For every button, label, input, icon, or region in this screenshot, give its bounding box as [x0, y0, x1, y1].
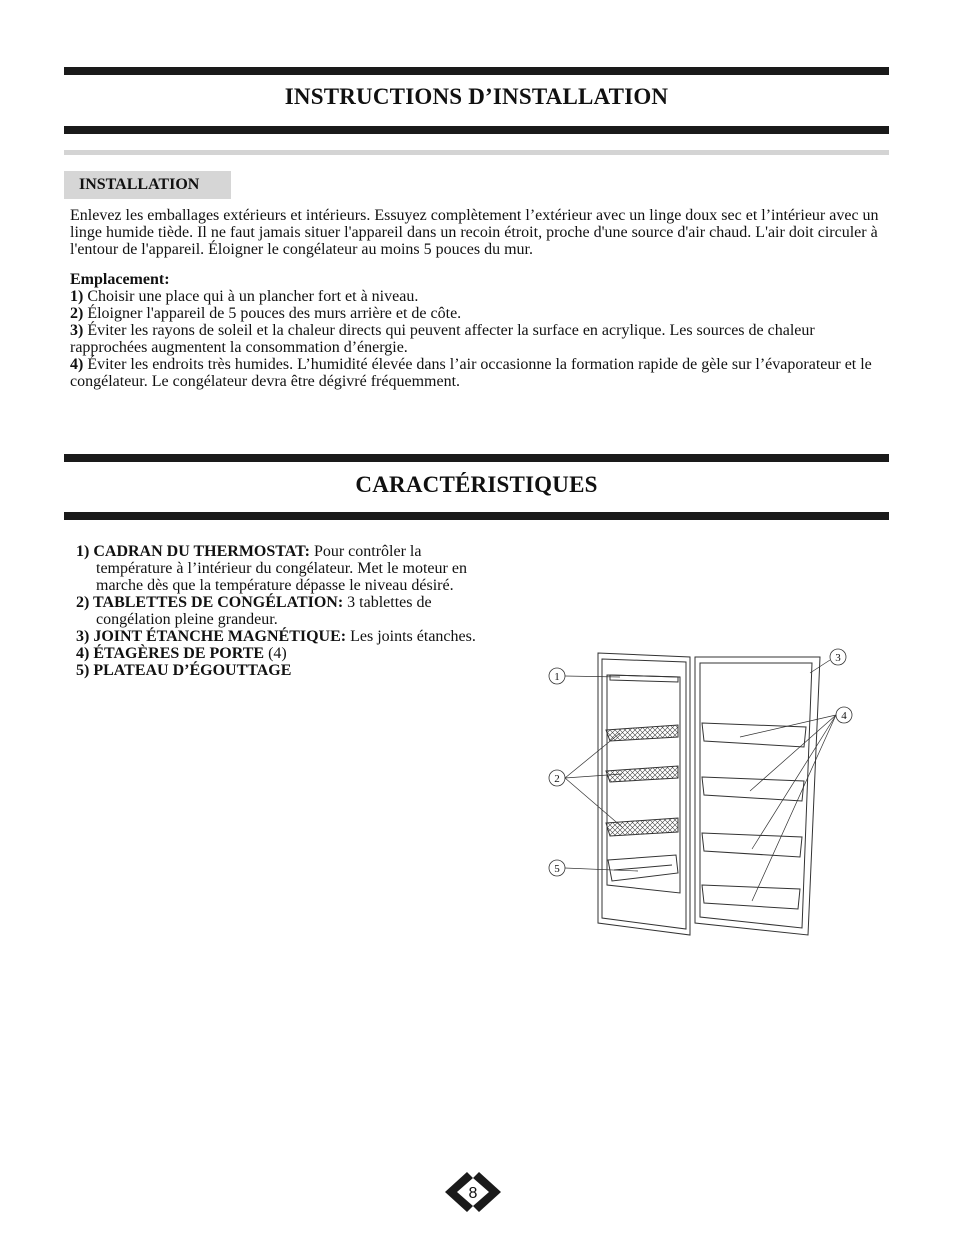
freezer-diagram	[540, 645, 860, 945]
callout-5-label: 5	[554, 863, 560, 875]
feature-item: 1) CADRAN DU THERMOSTAT: Pour contrôler la température à l’intérieur du congélateur. Met le moteur en marche dès que la température dépasse le niveau désiré.	[76, 543, 467, 594]
rule-above-features	[64, 454, 889, 462]
feature-item: 3) JOINT ÉTANCHE MAGNÉTIQUE: Les joints étanches.	[76, 628, 476, 645]
section-title-installation: INSTRUCTIONS D’INSTALLATION	[284, 84, 669, 109]
section-title-features: CARACTÉRISTIQUES	[355, 472, 598, 497]
rule-under-features	[64, 512, 889, 520]
thin-divider	[64, 150, 889, 155]
top-rule	[64, 67, 889, 75]
rule-under-title	[64, 126, 889, 134]
location-item: 1) Choisir une place qui à un plancher fort et à niveau.	[70, 288, 419, 305]
page-number: 8	[468, 1185, 478, 1202]
location-item: 4) Éviter les endroits très humides. L’humidité élevée dans l’air occasionne la formation rapide de gèle sur l’évaporateur et le congélateur. Le congélateur devra être dégivré fréquemment.	[70, 356, 872, 390]
intro-paragraph: Enlevez les emballages extérieurs et intérieurs. Essuyez complètement l’extérieur avec un linge doux sec et l’intérieur avec un linge humide tiède. Il ne faut jamais situer l'appareil dans un recoin étroit, proche d'une source d'air chaud. L'air doit circuler à l'entour de l'appareil. Éloigner le congélateur au moins 5 pouces du mur.	[70, 207, 879, 258]
location-item: 2) Éloigner l'appareil de 5 pouces des murs arrière et de côte.	[70, 305, 462, 322]
callout-4-label: 4	[841, 710, 847, 722]
callout-2-label: 2	[554, 773, 560, 785]
feature-item: 4) ÉTAGÈRES DE PORTE (4)	[76, 645, 287, 662]
feature-item: 2) TABLETTES DE CONGÉLATION: 3 tablettes de congélation pleine grandeur.	[76, 594, 432, 628]
features-list	[76, 543, 476, 679]
location-item: 3) Éviter les rayons de soleil et la chaleur directs qui peuvent affecter la surface en acrylique. Les sources de chaleur rapprochées augmentent la consommation d’énergie.	[70, 322, 815, 356]
page-number-badge	[441, 1170, 505, 1214]
subsection-label: INSTALLATION	[64, 171, 231, 199]
feature-item: 5) PLATEAU D’ÉGOUTTAGE	[76, 662, 292, 679]
callout-1-label: 1	[554, 671, 560, 683]
callout-3-label: 3	[835, 652, 841, 664]
location-heading: Emplacement:	[70, 271, 170, 288]
location-block	[70, 271, 885, 390]
